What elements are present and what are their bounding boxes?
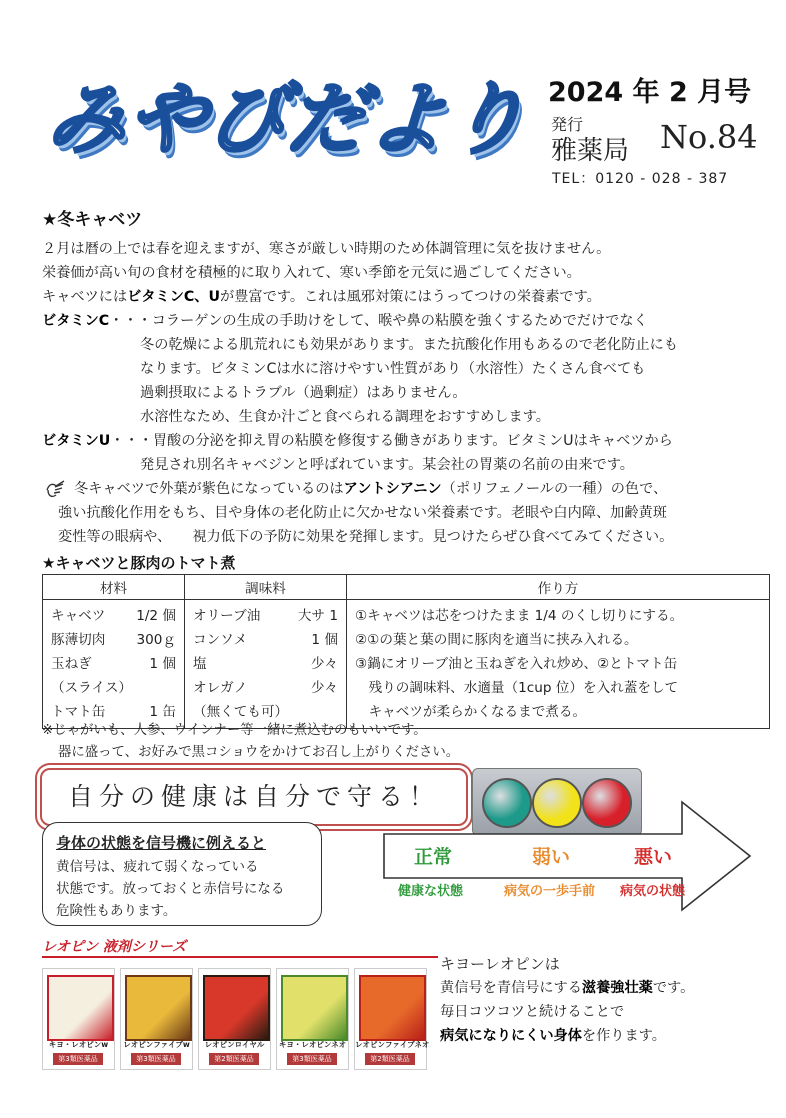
ad-line: 毎日コツコツと続けることで	[440, 1004, 625, 1020]
text-run: キャベツには	[42, 289, 128, 305]
highlight-body: 病気になりにくい身体	[440, 1028, 582, 1044]
paragraph-line: 水溶性なため、生食か汁ごと食べられる調理をおすすめします。	[140, 409, 550, 425]
section-title-winter-cabbage: ★冬キャベツ	[42, 210, 143, 230]
product-name: レオピンファイブネオ	[355, 1040, 430, 1049]
column-header: 材料	[43, 575, 185, 600]
highlight-vitamins: ビタミンC、U	[127, 289, 221, 305]
ingredient-amount: 1/2 個	[136, 608, 176, 624]
product-class-badge: 第2類医薬品	[365, 1053, 415, 1065]
product-series-label: レオピン 液剤シリーズ	[42, 939, 187, 955]
product-class-badge: 第3類医薬品	[53, 1053, 103, 1065]
seasoning-name: オレガノ	[193, 680, 248, 696]
product-card	[276, 968, 349, 1070]
seasoning-name: コンソメ	[193, 632, 248, 648]
steps-cell	[347, 600, 770, 729]
anthocyanin-line	[74, 478, 667, 500]
pointing-hand-icon	[44, 478, 68, 500]
table-header-row	[43, 575, 770, 600]
issue-date: 2024 年 2 月号	[548, 77, 752, 108]
recipe-step: ②①の葉と葉の間に豚肉を適当に挟み入れる。	[355, 632, 638, 648]
ad-line	[440, 976, 694, 1000]
text-run: 黄信号を青信号にする	[440, 980, 582, 996]
ingredient-item	[51, 628, 176, 652]
text-run: 冬キャベツで外葉が紫色になっているのは	[74, 481, 344, 497]
seasoning-item	[193, 652, 338, 676]
table-row	[43, 600, 770, 729]
product-name: キヨ・レオピンネオ	[278, 1040, 347, 1049]
paragraph-line: 変性等の眼病や、 視力低下の予防に効果を発揮します。見つけたらぜひ食べてみてください。	[58, 529, 674, 545]
highlight-tonic: 滋養強壮薬	[581, 980, 653, 996]
publisher-name: 雅薬局	[551, 136, 630, 166]
signal-box-line: 状態です。放っておくと赤信号になる	[56, 881, 285, 897]
paragraph-line: 過剰摂取によるトラブル（過剰症）はありません。	[140, 385, 467, 401]
status-weak-desc: 病気の一歩手前	[504, 884, 596, 899]
text-run: が豊富です。これは風邪対策にはうってつけの栄養素です。	[220, 289, 601, 305]
product-card	[198, 968, 271, 1070]
product-card	[42, 968, 115, 1070]
recipe-step: 残りの調味料、水適量（1cup 位）を入れ蓋をして	[355, 680, 679, 696]
series-divider	[42, 956, 438, 958]
recipe-step: キャベツが柔らかくなるまで煮る。	[355, 704, 587, 720]
ad-title: キヨーレオピンは	[440, 955, 560, 973]
product-package	[359, 975, 426, 1041]
status-normal: 正常	[414, 846, 453, 868]
status-normal-desc: 健康な状態	[398, 884, 464, 899]
recipe-table	[42, 574, 770, 729]
product-package	[281, 975, 348, 1041]
seasoning-amount: 少々	[310, 656, 338, 672]
phone-number: TEL：0120 - 028 - 387	[552, 171, 729, 187]
product-package	[203, 975, 270, 1041]
ingredient-item	[51, 604, 176, 628]
publisher-label: 発行	[551, 115, 584, 134]
seasoning-name: オリーブ油	[193, 608, 261, 624]
paragraph-line: なります。ビタミンCは水に溶けやすい性質があり（水溶性）たくさん食べても	[140, 361, 646, 377]
text-run: （ポリフェノールの一種）の色で、	[441, 481, 668, 497]
paragraph-line: 冬の乾燥による肌荒れにも効果があります。また抗酸化作用もあるので老化防止にも	[140, 337, 678, 353]
ingredient-name: 豚薄切肉	[51, 632, 106, 648]
ingredient-amount: 300ｇ	[136, 632, 176, 648]
signal-box-line: 危険性もあります。	[56, 903, 177, 919]
seasoning-item	[193, 604, 338, 628]
ingredient-amount: 1 個	[149, 656, 176, 672]
paragraph-line: 強い抗酸化作用をもち、目や身体の老化防止に欠かせない栄養素です。老眼や白内障、加齢黄斑	[58, 505, 667, 521]
seasoning-name: 塩	[193, 656, 207, 672]
issue-number: No.84	[660, 118, 758, 156]
column-header: 作り方	[347, 575, 770, 600]
status-bad: 悪い	[634, 846, 673, 868]
seasonings-cell	[185, 600, 347, 729]
newsletter-logo: みやびだより	[43, 75, 533, 165]
column-header: 調味料	[185, 575, 347, 600]
ingredient-name: キャベツ	[51, 608, 106, 624]
recipe-note: 器に盛って、お好みで黒コショウをかけてお召し上がりください。	[58, 745, 460, 760]
product-class-badge: 第3類医薬品	[287, 1053, 337, 1065]
vitamin-c-line	[42, 310, 648, 332]
vitamin-u-label: ビタミンU	[42, 433, 111, 449]
seasoning-name: （無くても可）	[193, 704, 289, 720]
seasoning-amount: 1 個	[311, 632, 338, 648]
ingredient-name: 玉ねぎ	[51, 656, 92, 672]
product-name: キヨ・レオピンw	[48, 1040, 109, 1049]
highlight-anthocyanin: アントシアニン	[343, 481, 442, 497]
status-bad-desc: 病気の状態	[620, 884, 686, 899]
recipe-note: ※じゃがいも、人参、ウインナー等一緒に煮込むのもいいです。	[42, 723, 427, 738]
vitamin-c-label: ビタミンC	[42, 313, 110, 329]
paragraph-line: ２月は暦の上では春を迎えますが、寒さが厳しい時期のため体調管理に気を抜けません。	[42, 241, 611, 257]
vitamin-u-line	[42, 430, 673, 452]
recipe-step: ①キャベツは芯をつけたまま 1/4 のくし切りにする。	[355, 608, 684, 624]
seasoning-amount: 大サ 1	[297, 608, 338, 624]
ingredients-cell	[43, 600, 185, 729]
signal-box-line: 黄信号は、疲れて弱くなっている	[56, 859, 259, 875]
product-package	[125, 975, 192, 1041]
ad-line	[440, 1024, 666, 1048]
paragraph-line: 栄養価が高い旬の食材を積極的に取り入れて、寒い季節を元気に過ごしてください。	[42, 265, 581, 281]
text-run: ・・・胃酸の分泌を抑え胃の粘膜を修復する働きがあります。ビタミンUはキャベツから	[110, 433, 673, 449]
seasoning-item	[193, 628, 338, 652]
seasoning-amount: 少々	[310, 680, 338, 696]
seasoning-item	[193, 676, 338, 700]
recipe-step: ③鍋にオリーブ油と玉ねぎを入れ炒め、②とトマト缶	[355, 656, 678, 672]
recipe-title: ★キャベツと豚肉のトマト煮	[42, 554, 236, 572]
ingredient-item	[51, 652, 176, 676]
signal-box-title: 身体の状態を信号機に例えると	[56, 834, 267, 852]
ingredient-amount: 1 缶	[149, 704, 176, 720]
ingredient-name: （スライス）	[51, 680, 133, 696]
product-class-badge: 第3類医薬品	[131, 1053, 181, 1065]
ingredient-name: トマト缶	[51, 704, 106, 720]
status-weak: 弱い	[532, 846, 571, 868]
product-package	[47, 975, 114, 1041]
health-banner: 自分の健康は自分で守る！	[40, 768, 468, 826]
text-run: を作ります。	[581, 1028, 666, 1044]
text-run: です。	[652, 980, 695, 996]
paragraph-line: 発見され別名キャベジンと呼ばれています。某会社の胃薬の名前の由来です。	[140, 457, 634, 473]
paragraph-line	[42, 286, 601, 308]
product-class-badge: 第2類医薬品	[209, 1053, 259, 1065]
product-card	[120, 968, 193, 1070]
product-name: レオピンロイヤル	[204, 1040, 265, 1049]
text-run: ・・・コラーゲンの生成の手助けをして、喉や鼻の粘膜を強くするためでだけでなく	[109, 313, 648, 329]
ingredient-item	[51, 676, 176, 700]
product-card	[354, 968, 430, 1070]
product-name: レオピンファイブw	[123, 1040, 190, 1049]
